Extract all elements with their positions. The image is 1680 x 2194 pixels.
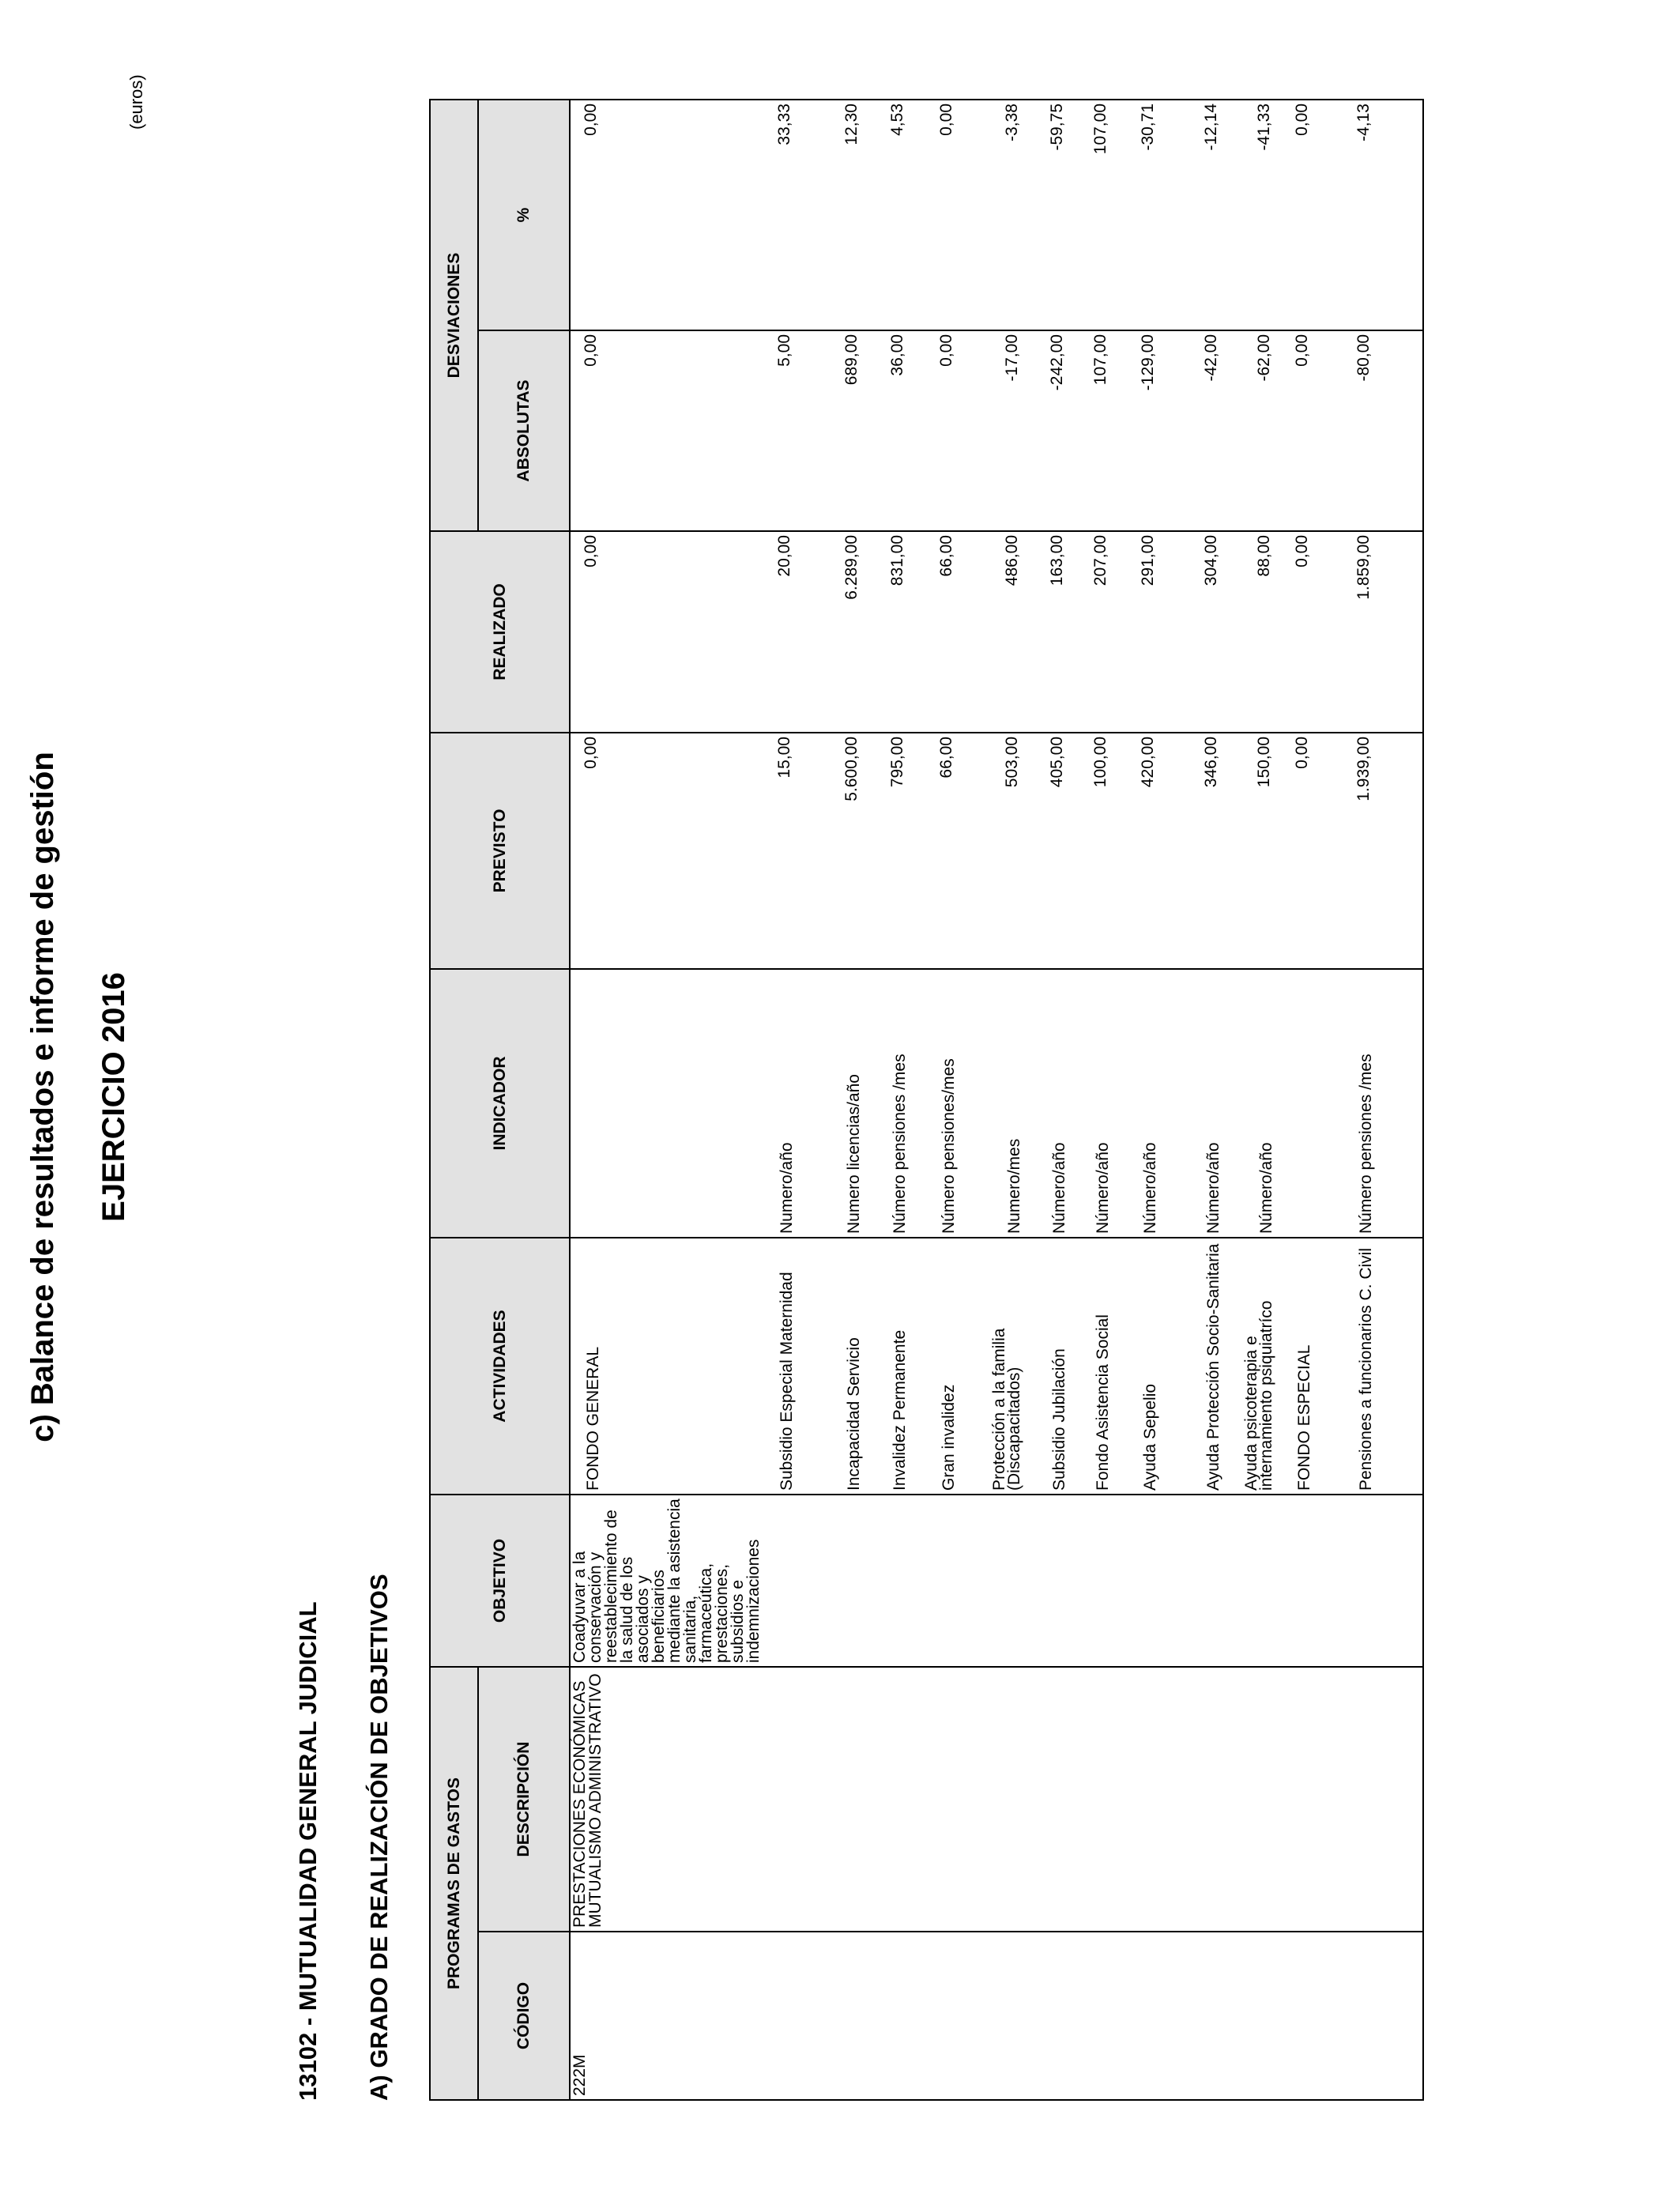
porcentaje-value: -30,71 [1139,104,1157,151]
realizado-value: 831,00 [888,535,906,586]
realizado-value: 207,00 [1091,535,1109,586]
previsto-value: 15,00 [775,737,793,778]
absolutas-value: 689,00 [842,334,861,386]
actividad-value: Subsidio Especial Maternidad [778,1272,796,1491]
indicador-value: Número pensiones /mes [891,1054,909,1234]
objectives-table [429,99,1424,2101]
porcentaje-value: -3,38 [1003,104,1021,141]
absolutas-value: -62,00 [1255,334,1273,382]
section-heading: A) GRADO DE REALIZACIÓN DE OBJETIVOS [365,1574,393,2101]
page-title: c) Balance de resultados e informe de gestión [25,752,60,1442]
indicador-value: Número/año [1141,1142,1159,1234]
realizado-value: 486,00 [1003,535,1021,586]
actividad-value: Subsidio Jubilación [1050,1348,1068,1491]
percent-header: % [478,100,570,330]
program-description: PRESTACIONES ECONÓMICAS MUTUALISMO ADMINISTRATIVO [571,1673,605,1928]
realizado-value: 88,00 [1255,535,1273,577]
indicador-header: INDICADOR [430,969,570,1238]
absolutas-value: 36,00 [888,334,906,376]
porcentaje-value: -41,33 [1255,104,1273,151]
actividades-list [571,1238,1420,1494]
entity-heading: 13102 - MUTUALIDAD GENERAL JUDICIAL [294,1601,322,2101]
realizado-value: 0,00 [582,535,600,567]
porcentaje-value: -59,75 [1048,104,1066,151]
previsto-value: 150,00 [1255,737,1273,788]
realizado-value: 0,00 [1293,535,1311,567]
realizado-value: 163,00 [1048,535,1066,586]
absolutas-value: 0,00 [937,334,955,367]
actividad-value: Protección a la familia (Discapacitados) [990,1328,1023,1491]
porcentaje-value: -4,13 [1354,104,1373,141]
porcentaje-value: 0,00 [937,104,955,136]
previsto-value: 405,00 [1048,737,1066,788]
actividad-value: Gran invalidez [940,1384,958,1491]
porcentaje-value: 0,00 [1293,104,1311,136]
absolutas-value: 5,00 [775,334,793,367]
programas-group-header: PROGRAMAS DE GASTOS [430,1667,478,2100]
program-code: 222M [571,2054,589,2096]
porcentaje-value: 0,00 [582,104,600,136]
previsto-header: PREVISTO [430,733,570,969]
realizado-value: 20,00 [775,535,793,577]
realizado-list [571,532,1420,732]
porcentaje-value: 33,33 [775,104,793,145]
realizado-header: REALIZADO [430,531,570,733]
realizado-cell [570,531,1423,733]
indicador-value: Numero licencias/año [845,1074,863,1234]
realizado-value: 6.289,00 [842,535,861,600]
percent-cell [570,100,1423,330]
absolutas-cell [570,330,1423,531]
absolutas-value: -242,00 [1048,334,1066,391]
objetivo-cell [570,1495,1423,1667]
indicador-value: Número pensiones /mes [1357,1054,1375,1234]
absolutas-value: 0,00 [1293,334,1311,367]
absolutas-value: 0,00 [582,334,600,367]
indicador-value: Número/año [1257,1142,1275,1234]
previsto-list [571,733,1420,968]
previsto-value: 503,00 [1003,737,1021,788]
objetivo-header: OBJETIVO [430,1495,570,1667]
indicador-value [571,970,602,1237]
descripcion-cell [570,1667,1423,1932]
previsto-value: 0,00 [1293,737,1311,769]
actividades-header: ACTIVIDADES [430,1238,570,1495]
previsto-cell [570,733,1423,969]
previsto-value: 5.600,00 [842,737,861,801]
descripcion-header: DESCRIPCIÓN [478,1667,570,1932]
porcentaje-value: -12,14 [1202,104,1220,151]
indicador-value: Numero/año [778,1142,796,1234]
absolutas-value: 107,00 [1091,334,1109,386]
indicador-value: Numero/mes [1005,1138,1023,1234]
actividades-cell [570,1238,1423,1495]
absolutas-value: -80,00 [1354,334,1373,382]
realizado-value: 291,00 [1139,535,1157,586]
actividad-value: Pensiones a funcionarios C. Civil [1357,1248,1375,1491]
fiscal-year-title: EJERCICIO 2016 [96,972,131,1222]
previsto-value: 66,00 [937,737,955,778]
absolutas-value: -42,00 [1202,334,1220,382]
previsto-value: 0,00 [582,737,600,769]
indicador-value: Número/año [1204,1142,1222,1234]
codigo-cell [570,1932,1423,2100]
actividad-value: Incapacidad Servicio [845,1337,863,1491]
indicador-list [571,970,1420,1237]
porcentaje-value: 4,53 [888,104,906,136]
absolutas-header: ABSOLUTAS [478,330,570,531]
absolutas-value: -17,00 [1003,334,1021,382]
indicador-cell [570,969,1423,1238]
actividad-value: Ayuda Protección Socio-Sanitaria [1204,1243,1222,1491]
previsto-value: 420,00 [1139,737,1157,788]
absolutas-value: -129,00 [1139,334,1157,391]
actividad-value: Fondo Asistencia Social [1094,1314,1112,1491]
indicador-value [1282,970,1313,1237]
indicador-value: Número/año [1050,1142,1068,1234]
codigo-header: CÓDIGO [478,1932,570,2100]
actividad-value: Invalidez Permanente [891,1329,909,1491]
previsto-value: 1.939,00 [1354,737,1373,801]
actividad-value: FONDO GENERAL [584,1346,602,1491]
absolutas-list [571,331,1420,530]
units-label: (euros) [126,74,146,130]
realizado-value: 1.859,00 [1354,535,1373,600]
actividad-value: Ayuda psicoterapia e internamiento psiquiatríco [1242,1300,1275,1491]
desviaciones-group-header: DESVIACIONES [430,100,478,531]
previsto-value: 346,00 [1202,737,1220,788]
previsto-value: 795,00 [888,737,906,788]
porcentaje-value: 107,00 [1091,104,1109,155]
indicador-value: Número pensiones/mes [940,1058,958,1234]
indicador-value: Número/año [1094,1142,1112,1234]
actividad-value: Ayuda Sepelio [1141,1383,1159,1491]
realizado-value: 304,00 [1202,535,1220,586]
program-objective: Coadyuvar a la conservación y reestablecimiento de la salud de los asociados y beneficiarios mediante la asistencia sanitaria, farmaceútica, prestaciones, subsidios e indemnizaciones [571,1498,763,1663]
realizado-value: 66,00 [937,535,955,577]
actividad-value: FONDO ESPECIAL [1295,1344,1313,1491]
porcentaje-value: 12,30 [842,104,861,145]
percent-list [571,100,1420,330]
previsto-value: 100,00 [1091,737,1109,788]
